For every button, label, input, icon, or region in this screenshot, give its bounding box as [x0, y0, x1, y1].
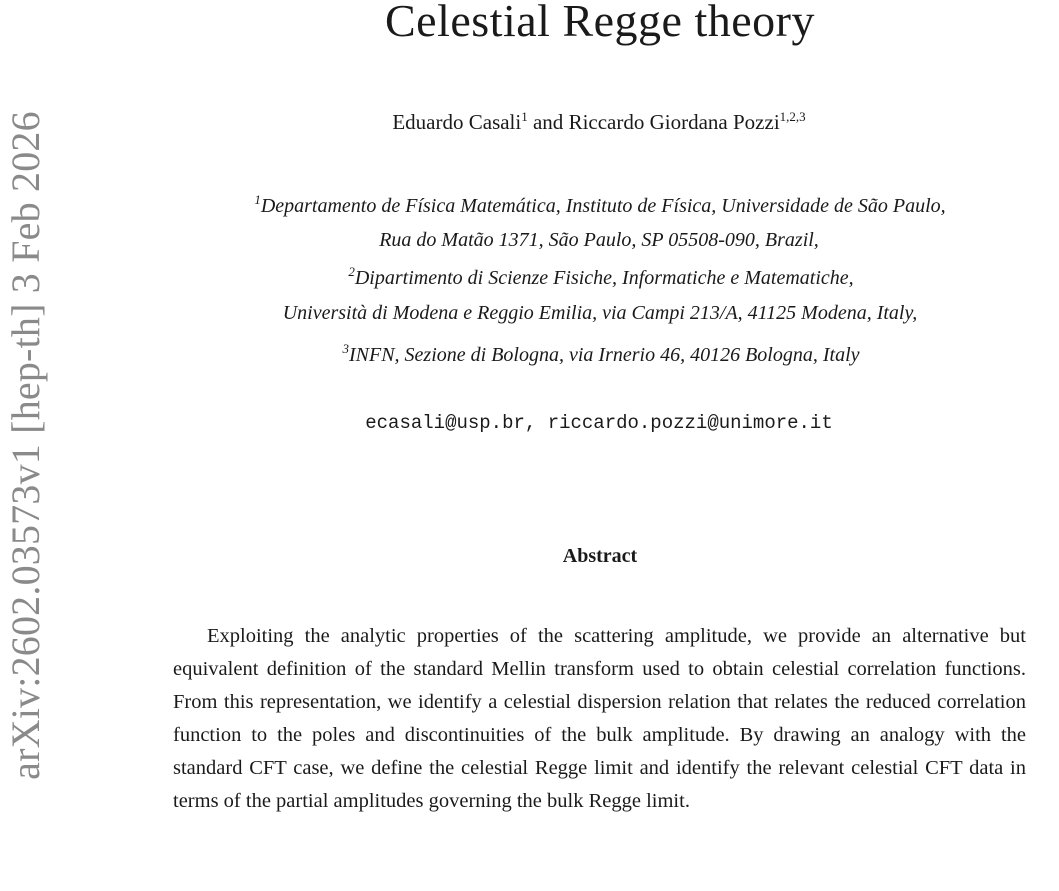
affiliation-marker: 1,2,3: [779, 109, 806, 124]
author-name: Eduardo Casali: [392, 110, 522, 134]
affiliation-2-continued: Università di Modena e Reggio Emilia, via Campi 213/A, 41125 Modena, Italy,: [282, 302, 918, 324]
affiliation-1-continued: Rua do Matão 1371, São Paulo, SP 05508-090, Brazil,: [379, 229, 819, 251]
affiliation-text: Departamento de Física Matemática, Instituto de Física, Universidade de São Paulo,: [260, 195, 946, 217]
affiliation-marker: 1: [521, 109, 528, 124]
affiliation-1: [254, 193, 945, 219]
abstract-body: Exploiting the analytic properties of the scattering amplitude, we provide an alternative but equivalent definition of the standard Mellin transform used to obtain celestial correlation functions. From this representation, we identify a celestial dispersion relation that relates the reduced correlation function to the poles and discontinuities of the bulk amplitude. By drawing an analogy with the standard CFT case, we define the celestial Regge limit and identify the relevant celestial CFT data in terms of the partial amplitudes governing the bulk Regge limit.: [173, 625, 1026, 812]
author-name: Riccardo Giordana Pozzi: [568, 110, 780, 134]
affiliation-3: [343, 342, 860, 368]
arxiv-identifier: arXiv:2602.03573v1 [hep-th] 3 Feb 2026: [3, 111, 48, 780]
affiliation-text: INFN, Sezione di Bologna, via Irnerio 46, 40126 Bologna, Italy: [349, 344, 860, 366]
affiliation-2: [348, 265, 853, 291]
author-conjunction: and: [527, 110, 569, 134]
author-list: [392, 108, 805, 136]
contact-emails: ecasali@usp.br, riccardo.pozzi@unimore.it: [365, 412, 833, 434]
paper-title: Celestial Regge theory: [385, 0, 815, 46]
affiliation-text: Dipartimento di Scienze Fisiche, Informatiche e Matematiche,: [354, 267, 854, 289]
affiliation-marker: 2: [348, 264, 355, 279]
affiliation-marker: 3: [342, 341, 349, 356]
affiliation-marker: 1: [254, 192, 261, 207]
abstract-heading: Abstract: [562, 545, 638, 567]
